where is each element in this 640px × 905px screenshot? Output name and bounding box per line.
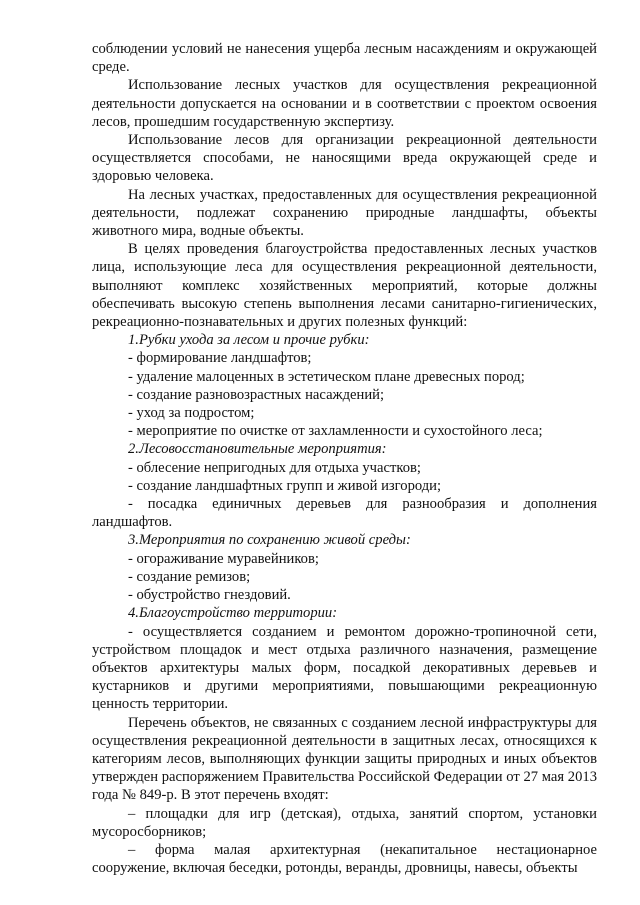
paragraph: Использование лесов для организации рекреационной деятельности осуществляется способами, не наносящими вреда окружающей среде и здоровью человека. xyxy=(92,132,597,185)
paragraph: Использование лесных участков для осуществления рекреационной деятельности допускается на основании и в соответствии с проектом освоения лесов, прошедшим государственную экспертизу. xyxy=(92,77,597,130)
list-item: - создание разновозрастных насаждений; xyxy=(128,386,385,403)
section-heading: 3.Мероприятия по сохранению живой среды: xyxy=(128,532,411,549)
section-heading: 1.Рубки ухода за лесом и прочие рубки: xyxy=(128,332,370,349)
list-item: - мероприятие по очистке от захламленности и сухостойного леса; xyxy=(128,423,543,440)
list-item: - уход за подростом; xyxy=(128,405,255,422)
list-item: - посадка единичных деревьев для разнообразия и дополнения ландшафтов. xyxy=(92,496,597,531)
list-item: - создание ремизов; xyxy=(128,568,251,585)
list-item: - удаление малоценных в эстетическом плане древесных пород; xyxy=(128,368,525,385)
list-item: - формирование ландшафтов; xyxy=(128,350,312,367)
paragraph: В целях проведения благоустройства предоставленных лесных участков лица, использующие леса для осуществления рекреационной деятельности, выполняют комплекс хозяйственных мероприятий, которые должны обеспечивать высокую степень выполнения лесами санитарно-гигиенических, рекреационно-познавательных и других полезных функций: xyxy=(92,241,597,331)
list-item: - огораживание муравейников; xyxy=(128,550,319,567)
list-item: - облесение непригодных для отдыха участков; xyxy=(128,459,421,476)
paragraph: На лесных участках, предоставленных для осуществления рекреационной деятельности, подлежат сохранению природные ландшафты, объекты животного мира, водные объекты. xyxy=(92,186,597,240)
paragraph: соблюдении условий не нанесения ущерба лесным насаждениям и окружающей среде. xyxy=(92,41,597,76)
list-item: - осуществляется созданием и ремонтом дорожно-тропиночной сети, устройством площадок и мест отдыха различного назначения, размещение объектов архитектуры малых форм, посадкой декоративных деревьев и кустарников и другими мероприятиями, повышающими рекреационную ценность территории. xyxy=(92,623,597,713)
list-item: – площадки для игр (детская), отдыха, занятий спортом, установки мусоросборников; xyxy=(92,805,597,840)
list-item: - обустройство гнездовий. xyxy=(128,587,291,604)
paragraph: Перечень объектов, не связанных с созданием лесной инфраструктуры для осуществления рекреационной деятельности в защитных лесах, относящихся к категориям лесов, выполняющих функции защиты природных и иных объектов утвержден распоряжением Правительства Российской Федерации от 27 мая 2013 года № 849-р. В этот перечень входят: xyxy=(92,714,597,804)
list-item: – форма малая архитектурная (некапитальное нестационарное сооружение, включая беседки, ротонды, веранды, дровницы, навесы, объекты xyxy=(92,841,597,877)
list-item: - создание ландшафтных групп и живой изгороди; xyxy=(128,477,442,494)
section-heading: 2.Лесовосстановительные мероприятия: xyxy=(128,441,387,458)
section-heading: 4.Благоустройство территории: xyxy=(128,605,338,622)
